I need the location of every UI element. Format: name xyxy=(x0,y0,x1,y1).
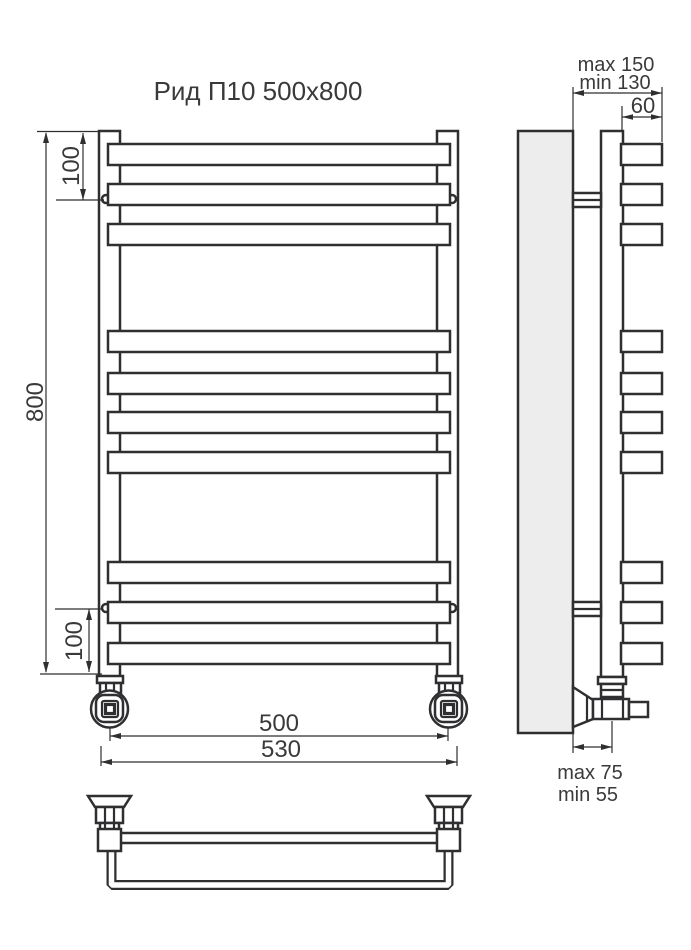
bar xyxy=(108,373,450,394)
mount-block xyxy=(437,829,460,851)
dim-label-500: 500 xyxy=(258,710,300,737)
valve-stem xyxy=(106,705,115,714)
bar-side xyxy=(621,602,662,623)
dim-label-100-bottom: 100 xyxy=(61,620,88,662)
bar-side xyxy=(621,412,662,433)
upper-wall-bracket xyxy=(573,193,601,207)
wall xyxy=(518,131,573,733)
side-valve xyxy=(573,677,648,727)
dim-width-530 xyxy=(101,736,457,766)
front-right-valve xyxy=(430,676,467,728)
wall-escutcheon xyxy=(573,687,593,727)
dim-label-min55: min 55 xyxy=(557,784,619,806)
valve-stem xyxy=(445,705,454,714)
side-view xyxy=(518,131,662,733)
drawing-title: Рид П10 500x800 xyxy=(153,76,363,106)
dim-top-offset-100 xyxy=(56,133,104,200)
dim-label-max75: max 75 xyxy=(557,762,623,784)
bar xyxy=(108,224,450,245)
bar-side xyxy=(621,373,662,394)
dim-bar-depth-60 xyxy=(622,93,662,130)
bar-side xyxy=(621,224,662,245)
dim-label-800: 800 xyxy=(22,381,49,423)
bottom-view xyxy=(88,796,470,885)
bar xyxy=(108,452,450,473)
bar-side xyxy=(621,562,662,583)
bar xyxy=(108,184,450,205)
bar xyxy=(108,643,450,664)
bar xyxy=(108,331,450,352)
bar-side xyxy=(621,184,662,205)
side-bars xyxy=(621,144,662,664)
lower-wall-bracket xyxy=(573,602,601,616)
bar-side xyxy=(621,331,662,352)
front-view xyxy=(91,131,467,728)
front-left-post xyxy=(99,131,120,677)
bar-loop-outer xyxy=(112,850,449,885)
mount-cap xyxy=(88,796,131,807)
front-right-post xyxy=(437,131,458,677)
front-left-valve xyxy=(91,676,128,728)
side-post xyxy=(601,131,623,677)
bar-side xyxy=(621,144,662,165)
bar-side xyxy=(621,643,662,664)
cross-tube xyxy=(120,833,438,843)
bar xyxy=(108,144,450,165)
bar-side xyxy=(621,452,662,473)
dim-label-530: 530 xyxy=(260,736,302,763)
dim-label-min130: min 130 xyxy=(579,72,651,94)
bar-loop-inner xyxy=(112,850,449,885)
valve-spout xyxy=(629,702,648,717)
bar xyxy=(108,412,450,433)
front-pipe-end-bumps xyxy=(102,195,456,612)
dim-label-60: 60 xyxy=(630,93,656,118)
dim-height-800 xyxy=(22,132,102,675)
mount-block xyxy=(98,829,121,851)
bar xyxy=(108,602,450,623)
dim-label-100-top: 100 xyxy=(58,145,85,187)
bar xyxy=(108,562,450,583)
front-bars xyxy=(108,144,450,664)
mount-barrel xyxy=(96,807,123,823)
mount-barrel xyxy=(435,807,462,823)
dim-label-max150: max 150 xyxy=(577,54,655,76)
dim-bottom-offset-100 xyxy=(55,609,103,672)
mount-cap xyxy=(427,796,470,807)
